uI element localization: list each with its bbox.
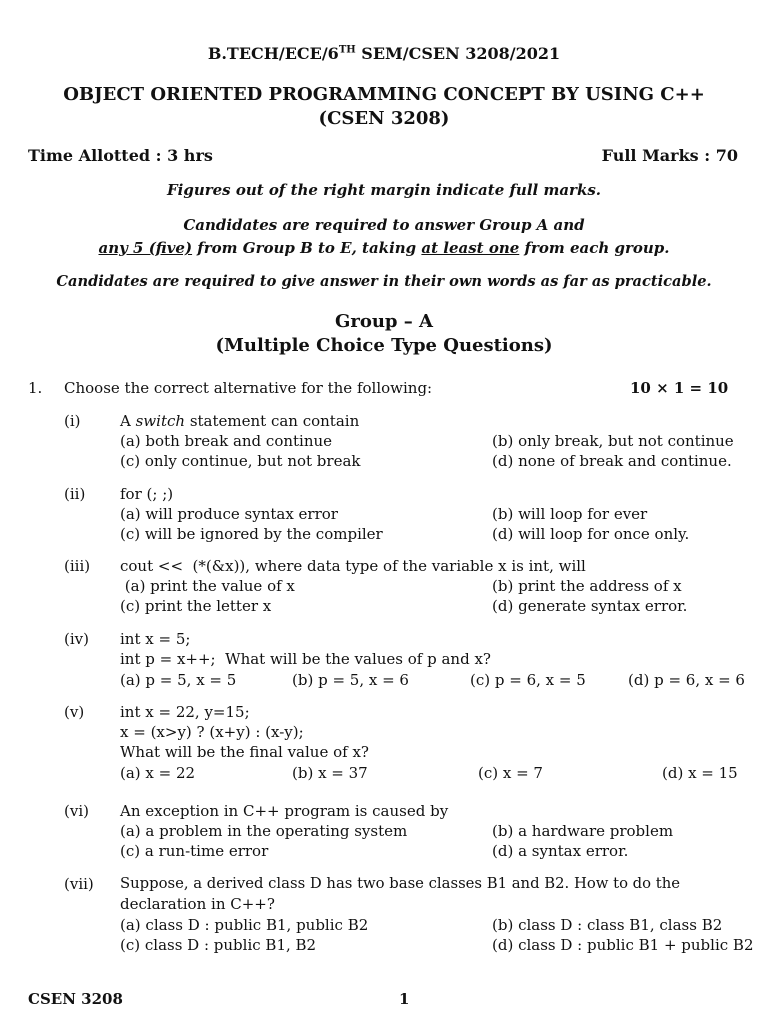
- stem-keyword: switch: [135, 412, 186, 430]
- option-b: (b) class D : class B1, class B2: [492, 916, 723, 934]
- option-a: (a) will produce syntax error: [120, 505, 338, 523]
- option-d: (d) a syntax error.: [492, 842, 629, 860]
- option-a: (a) x = 22: [120, 764, 196, 782]
- option-b: (b) will loop for ever: [492, 505, 648, 523]
- item-number: (ii): [64, 485, 86, 503]
- item-number: (v): [64, 703, 85, 721]
- at-least-one-text: at least one: [421, 239, 520, 257]
- item-number: (vi): [64, 802, 89, 820]
- instruction-own-words: Candidates are required to give answer in their own words as far as practicable.: [56, 273, 712, 290]
- item-stem-line-2: int p = x++; What will be the values of p and x?: [120, 650, 491, 668]
- option-b: (b) print the address of x: [492, 577, 682, 595]
- option-a: (a) class D : public B1, public B2: [120, 916, 369, 934]
- option-a: (a) a problem in the operating system: [120, 822, 408, 840]
- question-marks: 10 × 1 = 10: [630, 379, 729, 397]
- option-d: (d) x = 15: [662, 764, 738, 782]
- item-stem-line-1: Suppose, a derived class D has two base classes B1 and B2. How to do the: [120, 875, 680, 892]
- instruction-answer-groups: Candidates are required to answer Group A and: [183, 216, 585, 234]
- paper-title: OBJECT ORIENTED PROGRAMMING CONCEPT BY USING C++: [63, 84, 705, 105]
- item-stem-line-1: int x = 5;: [120, 630, 191, 648]
- option-a: (a) both break and continue: [120, 432, 333, 450]
- question-text: Choose the correct alternative for the following:: [64, 379, 433, 397]
- option-d: (d) p = 6, x = 6: [628, 671, 745, 689]
- option-c: (c) p = 6, x = 5: [470, 671, 586, 689]
- option-b: (b) a hardware problem: [492, 822, 674, 840]
- course-line: [0, 44, 768, 63]
- instruction-margin-marks: Figures out of the right margin indicate full marks.: [166, 181, 602, 199]
- option-c: (c) class D : public B1, B2: [120, 936, 317, 954]
- any-five-text: any 5 (five): [98, 239, 193, 257]
- option-b: (b) p = 5, x = 6: [292, 671, 409, 689]
- group-subtitle: (Multiple Choice Type Questions): [215, 335, 553, 356]
- option-c: (c) a run-time error: [120, 842, 269, 860]
- option-a: (a) print the value of x: [120, 577, 295, 595]
- option-b: (b) only break, but not continue: [492, 432, 734, 450]
- page-number: 1: [399, 990, 410, 1008]
- option-d: (d) generate syntax error.: [492, 597, 688, 615]
- item-number: (iv): [64, 630, 89, 648]
- option-d: (d) will loop for once only.: [492, 525, 690, 543]
- item-stem: cout << (*(&x)), where data type of the variable x is int, will: [120, 557, 586, 575]
- item-stem-line-1: int x = 22, y=15;: [120, 703, 250, 721]
- option-d: (d) class D : public B1 + public B2: [492, 936, 754, 954]
- stem-prefix: A: [120, 412, 136, 430]
- item-stem-line-3: What will be the final value of x?: [120, 743, 369, 761]
- item-number: (iii): [64, 557, 91, 575]
- each-group-text: from each group.: [519, 239, 670, 257]
- option-a: (a) p = 5, x = 5: [120, 671, 237, 689]
- item-stem: [120, 412, 359, 430]
- option-c: (c) only continue, but not break: [120, 452, 361, 470]
- time-allotted: Time Allotted : 3 hrs: [28, 146, 213, 165]
- item-stem: for (; ;): [120, 485, 174, 503]
- instruction-group-choice: [0, 239, 768, 257]
- option-b: (b) x = 37: [292, 764, 368, 782]
- option-c: (c) x = 7: [478, 764, 543, 782]
- item-stem-line-2: declaration in C++?: [120, 895, 275, 913]
- item-number: (i): [64, 412, 81, 430]
- stem-suffix: statement can contain: [185, 412, 360, 430]
- group-title: Group – A: [334, 311, 434, 332]
- question-number: 1.: [28, 379, 43, 397]
- option-c: (c) will be ignored by the compiler: [120, 525, 383, 543]
- item-number: (vii): [64, 875, 94, 893]
- group-range-text: from Group B to E, taking: [192, 239, 422, 257]
- option-c: (c) print the letter x: [120, 597, 272, 615]
- footer-course-code: CSEN 3208: [28, 990, 123, 1008]
- course-line-text: B.TECH/ECE/6TH SEM/CSEN 3208/2021: [207, 44, 561, 63]
- item-stem-line-2: x = (x>y) ? (x+y) : (x-y);: [120, 723, 304, 741]
- paper-code: (CSEN 3208): [318, 108, 450, 129]
- option-d: (d) none of break and continue.: [492, 452, 732, 470]
- full-marks: Full Marks : 70: [601, 146, 738, 165]
- item-stem: An exception in C++ program is caused by: [120, 802, 449, 820]
